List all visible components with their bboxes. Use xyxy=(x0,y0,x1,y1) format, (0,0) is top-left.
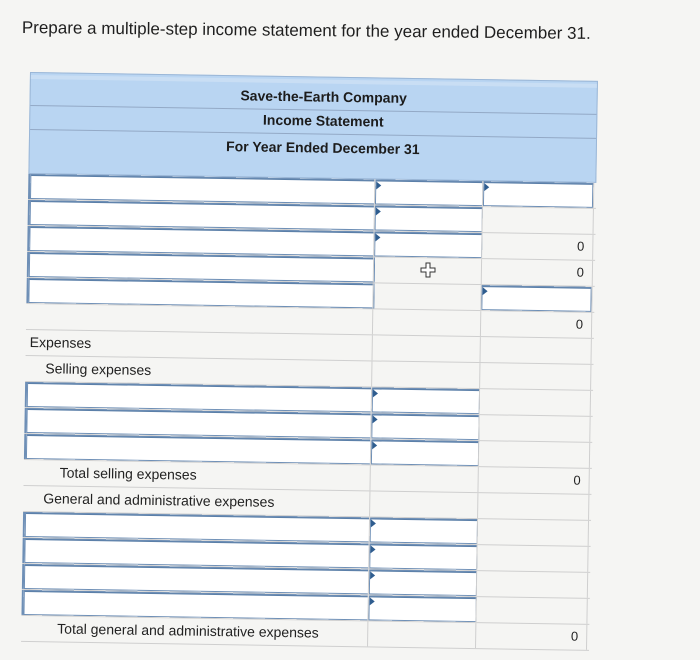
general-admin-expenses-label: General and administrative expenses xyxy=(43,490,275,510)
statement-title: Income Statement xyxy=(262,111,384,130)
amount-cell xyxy=(369,465,478,492)
amount-cell xyxy=(369,491,478,518)
total-general-admin-expenses-value: 0 xyxy=(570,628,579,644)
amount-input[interactable] xyxy=(371,387,480,414)
amount-cell xyxy=(371,361,480,388)
amount-value: 0 xyxy=(576,264,585,280)
amount-input[interactable] xyxy=(374,179,483,206)
amount-cell xyxy=(367,621,476,648)
amount-cell xyxy=(479,363,591,390)
total-selling-expenses-value: 0 xyxy=(573,472,581,488)
amount-cell xyxy=(476,571,588,598)
amount-cell xyxy=(480,311,592,338)
label-cell xyxy=(21,616,367,646)
amount-cell xyxy=(479,337,591,364)
amount-value: 0 xyxy=(575,316,584,332)
amount-cell xyxy=(475,597,587,624)
company-name: Save-the-Earth Company xyxy=(240,87,407,106)
amount-input[interactable] xyxy=(369,517,478,544)
amount-input[interactable] xyxy=(370,439,479,466)
amount-input[interactable] xyxy=(368,569,477,596)
total-general-admin-expenses-label: Total general and administrative expenses xyxy=(57,620,319,641)
amount-cell xyxy=(476,545,588,572)
instruction-text: Prepare a multiple-step income statement for the year ended December 31. xyxy=(21,18,591,43)
amount-cell xyxy=(372,309,481,336)
amount-cell xyxy=(482,207,594,234)
amount-input[interactable] xyxy=(368,543,477,570)
amount-input[interactable] xyxy=(374,205,483,232)
expenses-label: Expenses xyxy=(29,334,92,351)
amount-cell xyxy=(481,259,593,286)
statement-header xyxy=(28,72,598,183)
amount-input[interactable] xyxy=(480,285,592,312)
amount-value: 0 xyxy=(576,238,585,254)
amount-cell xyxy=(479,389,591,416)
income-statement-table xyxy=(21,72,598,651)
total-selling-expenses-label: Total selling expenses xyxy=(59,464,197,483)
amount-cell xyxy=(477,467,589,494)
amount-input[interactable] xyxy=(367,595,476,622)
amount-cell xyxy=(477,519,589,546)
amount-cell xyxy=(372,335,481,362)
amount-input[interactable] xyxy=(370,413,479,440)
selling-expenses-label: Selling expenses xyxy=(45,360,152,378)
amount-cell xyxy=(478,415,590,442)
move-cursor-icon xyxy=(420,262,436,278)
amount-cell xyxy=(475,623,587,650)
statement-period: For Year Ended December 31 xyxy=(225,138,420,158)
amount-cell xyxy=(478,441,590,468)
amount-cell xyxy=(372,283,481,310)
amount-input[interactable] xyxy=(373,231,482,258)
amount-input[interactable] xyxy=(482,181,594,208)
amount-cell xyxy=(481,233,593,260)
amount-cell xyxy=(477,493,589,520)
